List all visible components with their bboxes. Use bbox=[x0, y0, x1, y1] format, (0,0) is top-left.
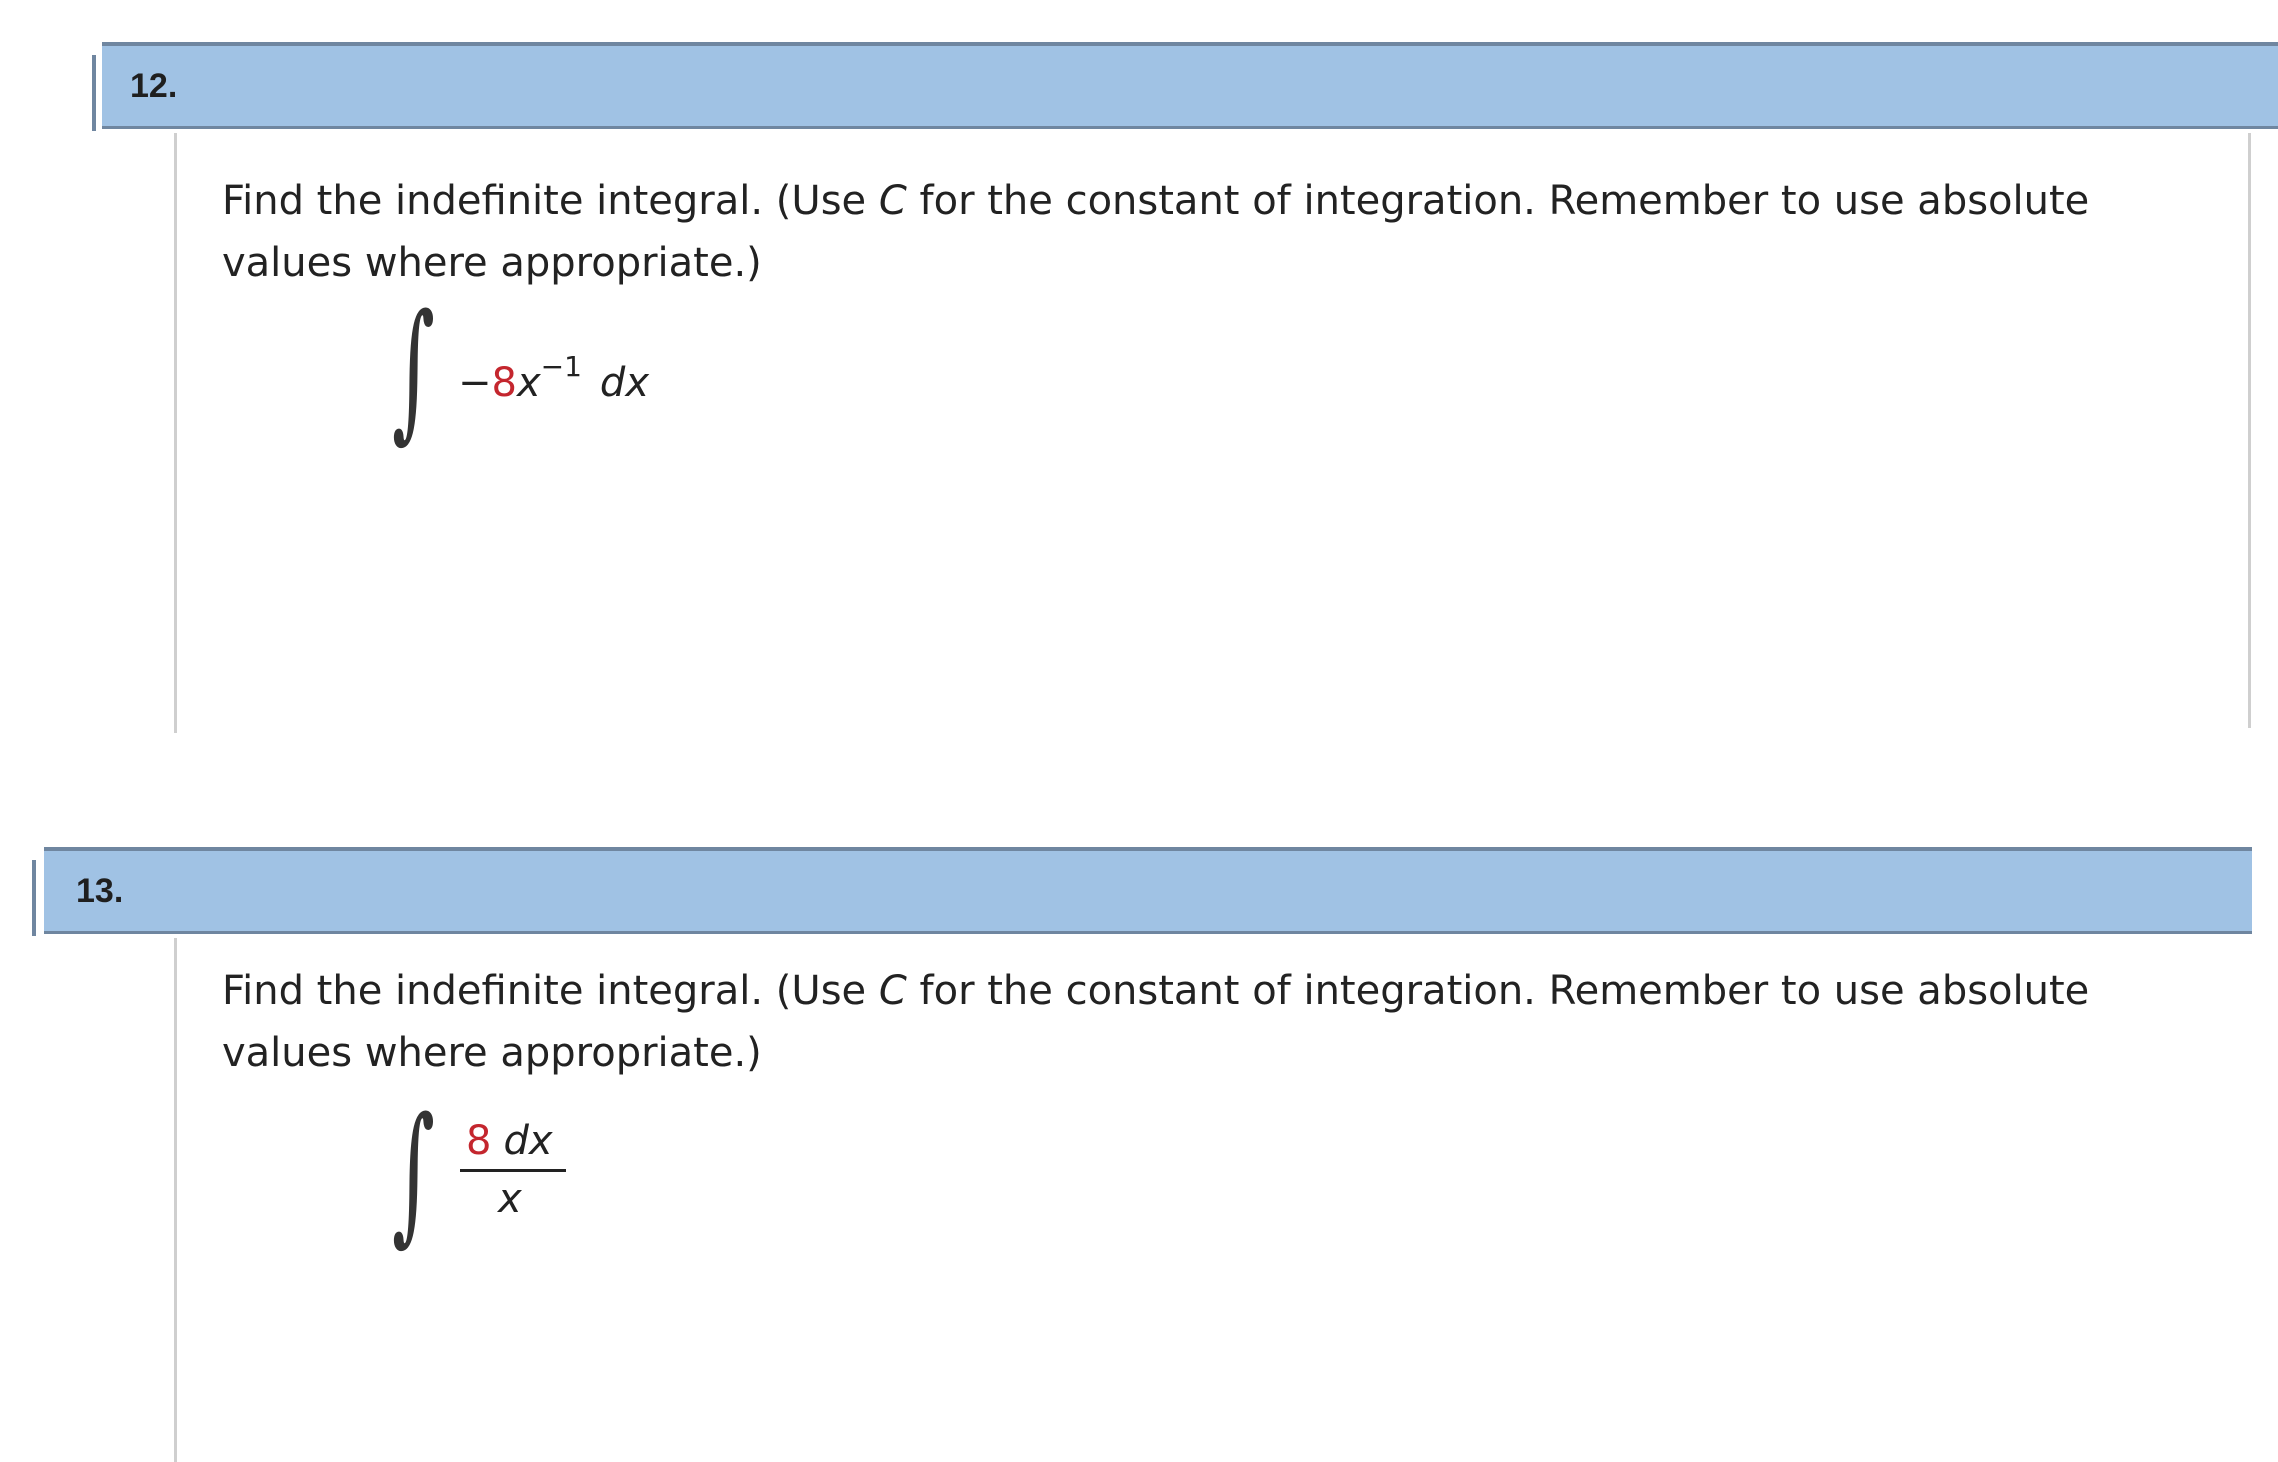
fraction-numerator bbox=[466, 1118, 553, 1164]
panel-right-rule bbox=[2248, 133, 2251, 728]
constant-variable: C bbox=[878, 968, 907, 1014]
prompt-text-start: Find the indefinite integral. (Use bbox=[222, 968, 879, 1014]
integrand bbox=[458, 350, 649, 406]
variable: x bbox=[516, 360, 541, 406]
differential: dx bbox=[599, 360, 649, 406]
question-number: 13. bbox=[76, 871, 124, 910]
fraction-denominator: x bbox=[498, 1176, 522, 1222]
panel-left-rule bbox=[174, 133, 177, 733]
constant-variable: C bbox=[878, 178, 907, 224]
exponent: −1 bbox=[540, 350, 582, 383]
question-13-header bbox=[44, 847, 2252, 934]
prompt-text-start: Find the indefinite integral. (Use bbox=[222, 178, 879, 224]
header-accent-mark bbox=[32, 860, 36, 936]
prompt-text-end: for the constant of integration. Remember to use absolute values where appropriate.) bbox=[222, 968, 2090, 1076]
question-number: 12. bbox=[130, 66, 178, 105]
numerator-differential: dx bbox=[503, 1118, 553, 1164]
panel-left-rule bbox=[174, 938, 177, 1462]
coefficient: 8 bbox=[491, 360, 517, 406]
question-12-header bbox=[102, 42, 2278, 129]
integral-sign-icon: ∫ bbox=[392, 1086, 435, 1260]
minus-sign: − bbox=[458, 360, 492, 406]
prompt-text-end: for the constant of integration. Remember to use absolute values where appropriate.) bbox=[222, 178, 2090, 286]
header-accent-mark bbox=[92, 55, 96, 131]
integral-sign-icon: ∫ bbox=[392, 283, 435, 457]
numerator-coefficient: 8 bbox=[466, 1118, 492, 1164]
fraction-bar bbox=[460, 1169, 566, 1172]
question-prompt bbox=[222, 170, 2222, 294]
question-prompt bbox=[222, 960, 2222, 1084]
